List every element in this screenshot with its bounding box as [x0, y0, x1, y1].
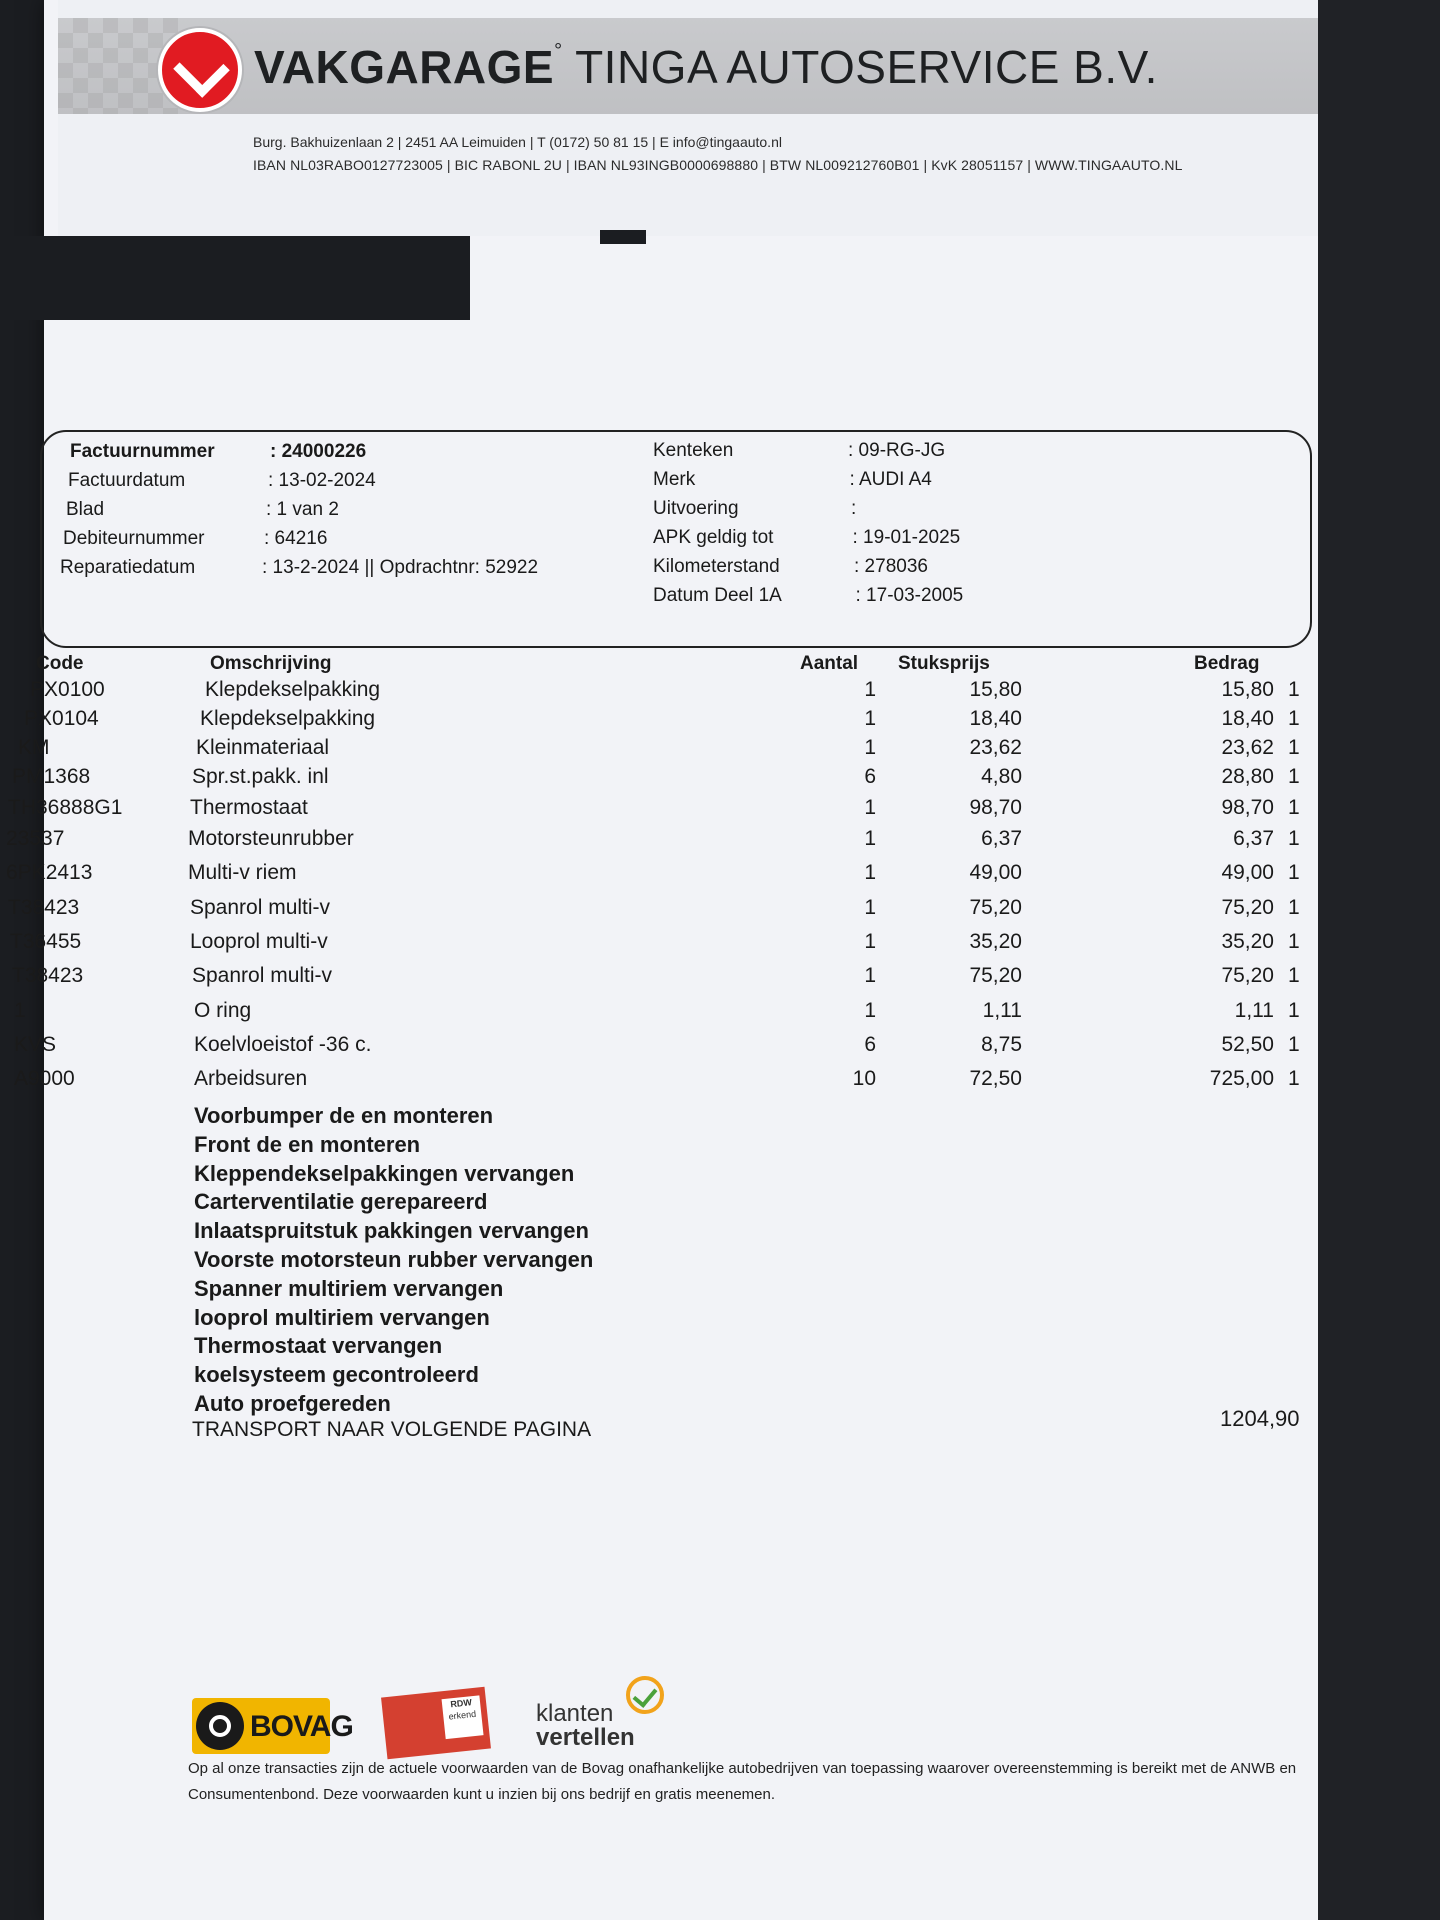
work-note: Voorbumper de en monteren: [194, 1103, 494, 1128]
rdw-logo: [381, 1687, 491, 1760]
table-row: [0, 796, 1440, 826]
work-note: Front de en monteren: [194, 1131, 421, 1157]
bovag-logo: [192, 1698, 353, 1754]
info-label: Debiteurnummer: [63, 528, 205, 549]
company-address: Burg. Bakhuizenlaan 2 | 2451 AA Leimuiden | T (0172) 50 81 15 | E info@tingaauto.nl: [253, 134, 782, 150]
info-value: : AUDI A4: [849, 469, 932, 490]
row-description: Kleinmateriaal: [196, 736, 330, 759]
info-label: Reparatiedatum: [60, 557, 196, 578]
row-vat-code: 1: [1288, 796, 1300, 819]
row-code: 1: [14, 999, 26, 1022]
row-code: PX0104: [24, 707, 99, 730]
row-vat-code: 1: [1288, 678, 1300, 701]
info-value: : 13-02-2024: [268, 470, 376, 491]
info-label: APK geldig tot: [653, 527, 774, 548]
row-quantity: 10: [852, 1067, 876, 1090]
table-row: [0, 707, 1440, 737]
paper-tear-small: [600, 230, 646, 244]
checkmark-icon: [626, 1676, 664, 1714]
row-unit-price: 15,80: [969, 678, 1022, 701]
header-unit-price: Stuksprijs: [898, 653, 990, 674]
row-code: KVS: [14, 1033, 57, 1056]
row-quantity: 1: [864, 896, 876, 919]
row-code: PX0100: [30, 678, 105, 701]
row-quantity: 1: [864, 707, 876, 730]
row-unit-price: 1,11: [982, 999, 1022, 1022]
row-code: T36455: [10, 930, 82, 953]
row-amount: 6,37: [1233, 827, 1274, 850]
work-note: koelsysteem gecontroleerd: [194, 1362, 479, 1388]
row-quantity: 1: [864, 796, 876, 819]
info-value: : 19-01-2025: [852, 527, 961, 548]
paper-tear: [0, 236, 470, 320]
row-amount: 23,62: [1221, 736, 1274, 759]
info-label: Uitvoering: [653, 498, 739, 519]
work-note: Spanner multiriem vervangen: [194, 1275, 504, 1301]
row-quantity: 6: [864, 1033, 876, 1056]
row-unit-price: 18,40: [969, 707, 1022, 730]
row-description: Multi-v riem: [188, 861, 297, 884]
row-vat-code: 1: [1288, 999, 1300, 1022]
row-vat-code: 1: [1288, 707, 1300, 730]
row-code: TH36888G1: [8, 796, 123, 819]
row-code: 23537: [6, 827, 65, 850]
row-vat-code: 1: [1288, 1067, 1300, 1090]
row-code: T38423: [12, 964, 84, 987]
row-quantity: 1: [864, 930, 876, 953]
row-unit-price: 23,62: [969, 736, 1022, 759]
table-row: [0, 930, 1440, 960]
row-description: Arbeidsuren: [194, 1067, 308, 1090]
row-vat-code: 1: [1288, 930, 1300, 953]
row-quantity: 6: [864, 765, 876, 788]
bovag-emblem-icon: [196, 1702, 244, 1750]
table-row: [0, 1067, 1440, 1097]
info-label: Merk: [653, 469, 696, 490]
row-description: Spanrol multi-v: [192, 964, 333, 987]
row-vat-code: 1: [1288, 736, 1300, 759]
table-row: [0, 1033, 1440, 1063]
info-value: : 24000226: [270, 441, 367, 462]
row-code: A9000: [14, 1067, 75, 1090]
row-description: Klepdekselpakking: [200, 707, 376, 730]
header-code: Code: [36, 653, 84, 674]
company-name: VAKGARAGE° TINGA AUTOSERVICE B.V.: [254, 40, 1158, 93]
table-row: [0, 999, 1440, 1029]
row-unit-price: 98,70: [969, 796, 1022, 819]
work-note: Kleppendekselpakkingen vervangen: [194, 1160, 575, 1186]
row-description: Koelvloeistof -36 c.: [194, 1033, 372, 1056]
row-quantity: 1: [864, 861, 876, 884]
row-vat-code: 1: [1288, 964, 1300, 987]
info-value: : 1 van 2: [266, 499, 339, 520]
row-quantity: 1: [864, 827, 876, 850]
work-note: Thermostaat vervangen: [194, 1333, 443, 1359]
row-amount: 52,50: [1221, 1033, 1274, 1056]
row-vat-code: 1: [1288, 896, 1300, 919]
table-row: [0, 861, 1440, 891]
klanten-vertellen-logo: klanten vertellen: [536, 1700, 635, 1751]
table-row: [0, 765, 1440, 795]
row-unit-price: 75,20: [969, 964, 1022, 987]
table-row: [0, 964, 1440, 994]
work-note: looprol multiriem vervangen: [194, 1304, 490, 1330]
header-description: Omschrijving: [210, 653, 332, 674]
table-row: [0, 678, 1440, 708]
info-value: : 64216: [264, 528, 328, 549]
row-amount: 18,40: [1221, 707, 1274, 730]
row-amount: 28,80: [1221, 765, 1274, 788]
info-value: :: [851, 498, 857, 519]
header-amount: Bedrag: [1194, 653, 1260, 674]
row-amount: 98,70: [1221, 796, 1274, 819]
row-amount: 49,00: [1221, 861, 1274, 884]
row-code: PM1368: [12, 765, 91, 788]
table-row: [0, 896, 1440, 926]
row-description: Spanrol multi-v: [190, 896, 331, 919]
row-quantity: 1: [864, 678, 876, 701]
work-note: Auto proefgereden: [194, 1391, 391, 1416]
row-vat-code: 1: [1288, 765, 1300, 788]
info-value: : 278036: [854, 556, 928, 577]
row-unit-price: 49,00: [969, 861, 1022, 884]
row-unit-price: 8,75: [981, 1033, 1022, 1056]
transport-amount: 1204,90: [1220, 1406, 1300, 1431]
info-label: Kenteken: [653, 440, 734, 461]
bovag-text: BOVAG: [250, 1710, 353, 1743]
row-description: Klepdekselpakking: [205, 678, 381, 701]
row-amount: 75,20: [1221, 896, 1274, 919]
row-description: Looprol multi-v: [190, 930, 328, 953]
row-description: O ring: [194, 999, 252, 1022]
transport-label: TRANSPORT NAAR VOLGENDE PAGINA: [192, 1418, 592, 1441]
row-description: Thermostaat: [190, 796, 308, 819]
company-bank-details: IBAN NL03RABO0127723005 | BIC RABONL 2U | IBAN NL93INGB0000698880 | BTW NL009212760B01 | KvK 28051157 | WWW.TINGAAUTO.NL: [253, 157, 1183, 173]
row-quantity: 1: [864, 736, 876, 759]
work-note: Inlaatspruitstuk pakkingen vervangen: [194, 1218, 589, 1244]
work-note: Carterventilatie gerepareerd: [194, 1189, 488, 1215]
table-row: [0, 827, 1440, 857]
row-description: Motorsteunrubber: [188, 827, 354, 850]
row-amount: 75,20: [1221, 964, 1274, 987]
row-amount: 15,80: [1221, 678, 1274, 701]
info-value: : 17-03-2005: [855, 585, 964, 606]
row-unit-price: 4,80: [981, 765, 1022, 788]
row-code: T38423: [8, 896, 80, 919]
row-code: 6PK2413: [6, 861, 93, 884]
row-vat-code: 1: [1288, 827, 1300, 850]
row-code: KM: [18, 736, 50, 759]
info-value: : 09-RG-JG: [848, 440, 946, 461]
row-unit-price: 72,50: [969, 1067, 1022, 1090]
info-label: Blad: [66, 499, 105, 520]
vakgarage-logo-icon: [158, 28, 242, 112]
row-description: Spr.st.pakk. inl: [192, 765, 329, 788]
header-quantity: Aantal: [800, 653, 859, 674]
info-label: Datum Deel 1A: [653, 585, 782, 606]
info-label: Factuurnummer: [70, 441, 215, 462]
row-unit-price: 6,37: [981, 827, 1022, 850]
rdw-card: RDW erkend: [442, 1695, 484, 1739]
work-note: Voorste motorsteun rubber vervangen: [194, 1247, 594, 1272]
row-quantity: 1: [864, 999, 876, 1022]
terms-line-1: Op al onze transacties zijn de actuele voorwaarden van de Bovag onafhankelijke autobedrijven van toepassing waarover overeenstemming is bereikt met de ANWB en: [188, 1760, 1297, 1777]
table-row: [0, 736, 1440, 766]
row-vat-code: 1: [1288, 1033, 1300, 1056]
row-unit-price: 75,20: [969, 896, 1022, 919]
terms-line-2: Consumentenbond. Deze voorwaarden kunt u inzien bij ons bedrijf en gratis meenemen.: [188, 1786, 776, 1803]
row-unit-price: 35,20: [969, 930, 1022, 953]
row-quantity: 1: [864, 964, 876, 987]
row-vat-code: 1: [1288, 861, 1300, 884]
info-label: Factuurdatum: [68, 470, 186, 491]
info-label: Kilometerstand: [653, 556, 780, 577]
row-amount: 35,20: [1221, 930, 1274, 953]
row-amount: 725,00: [1209, 1067, 1274, 1090]
row-amount: 1,11: [1234, 999, 1274, 1022]
background-edge: [1318, 0, 1440, 1920]
info-value: : 13-2-2024 || Opdrachtnr: 52922: [262, 557, 539, 578]
